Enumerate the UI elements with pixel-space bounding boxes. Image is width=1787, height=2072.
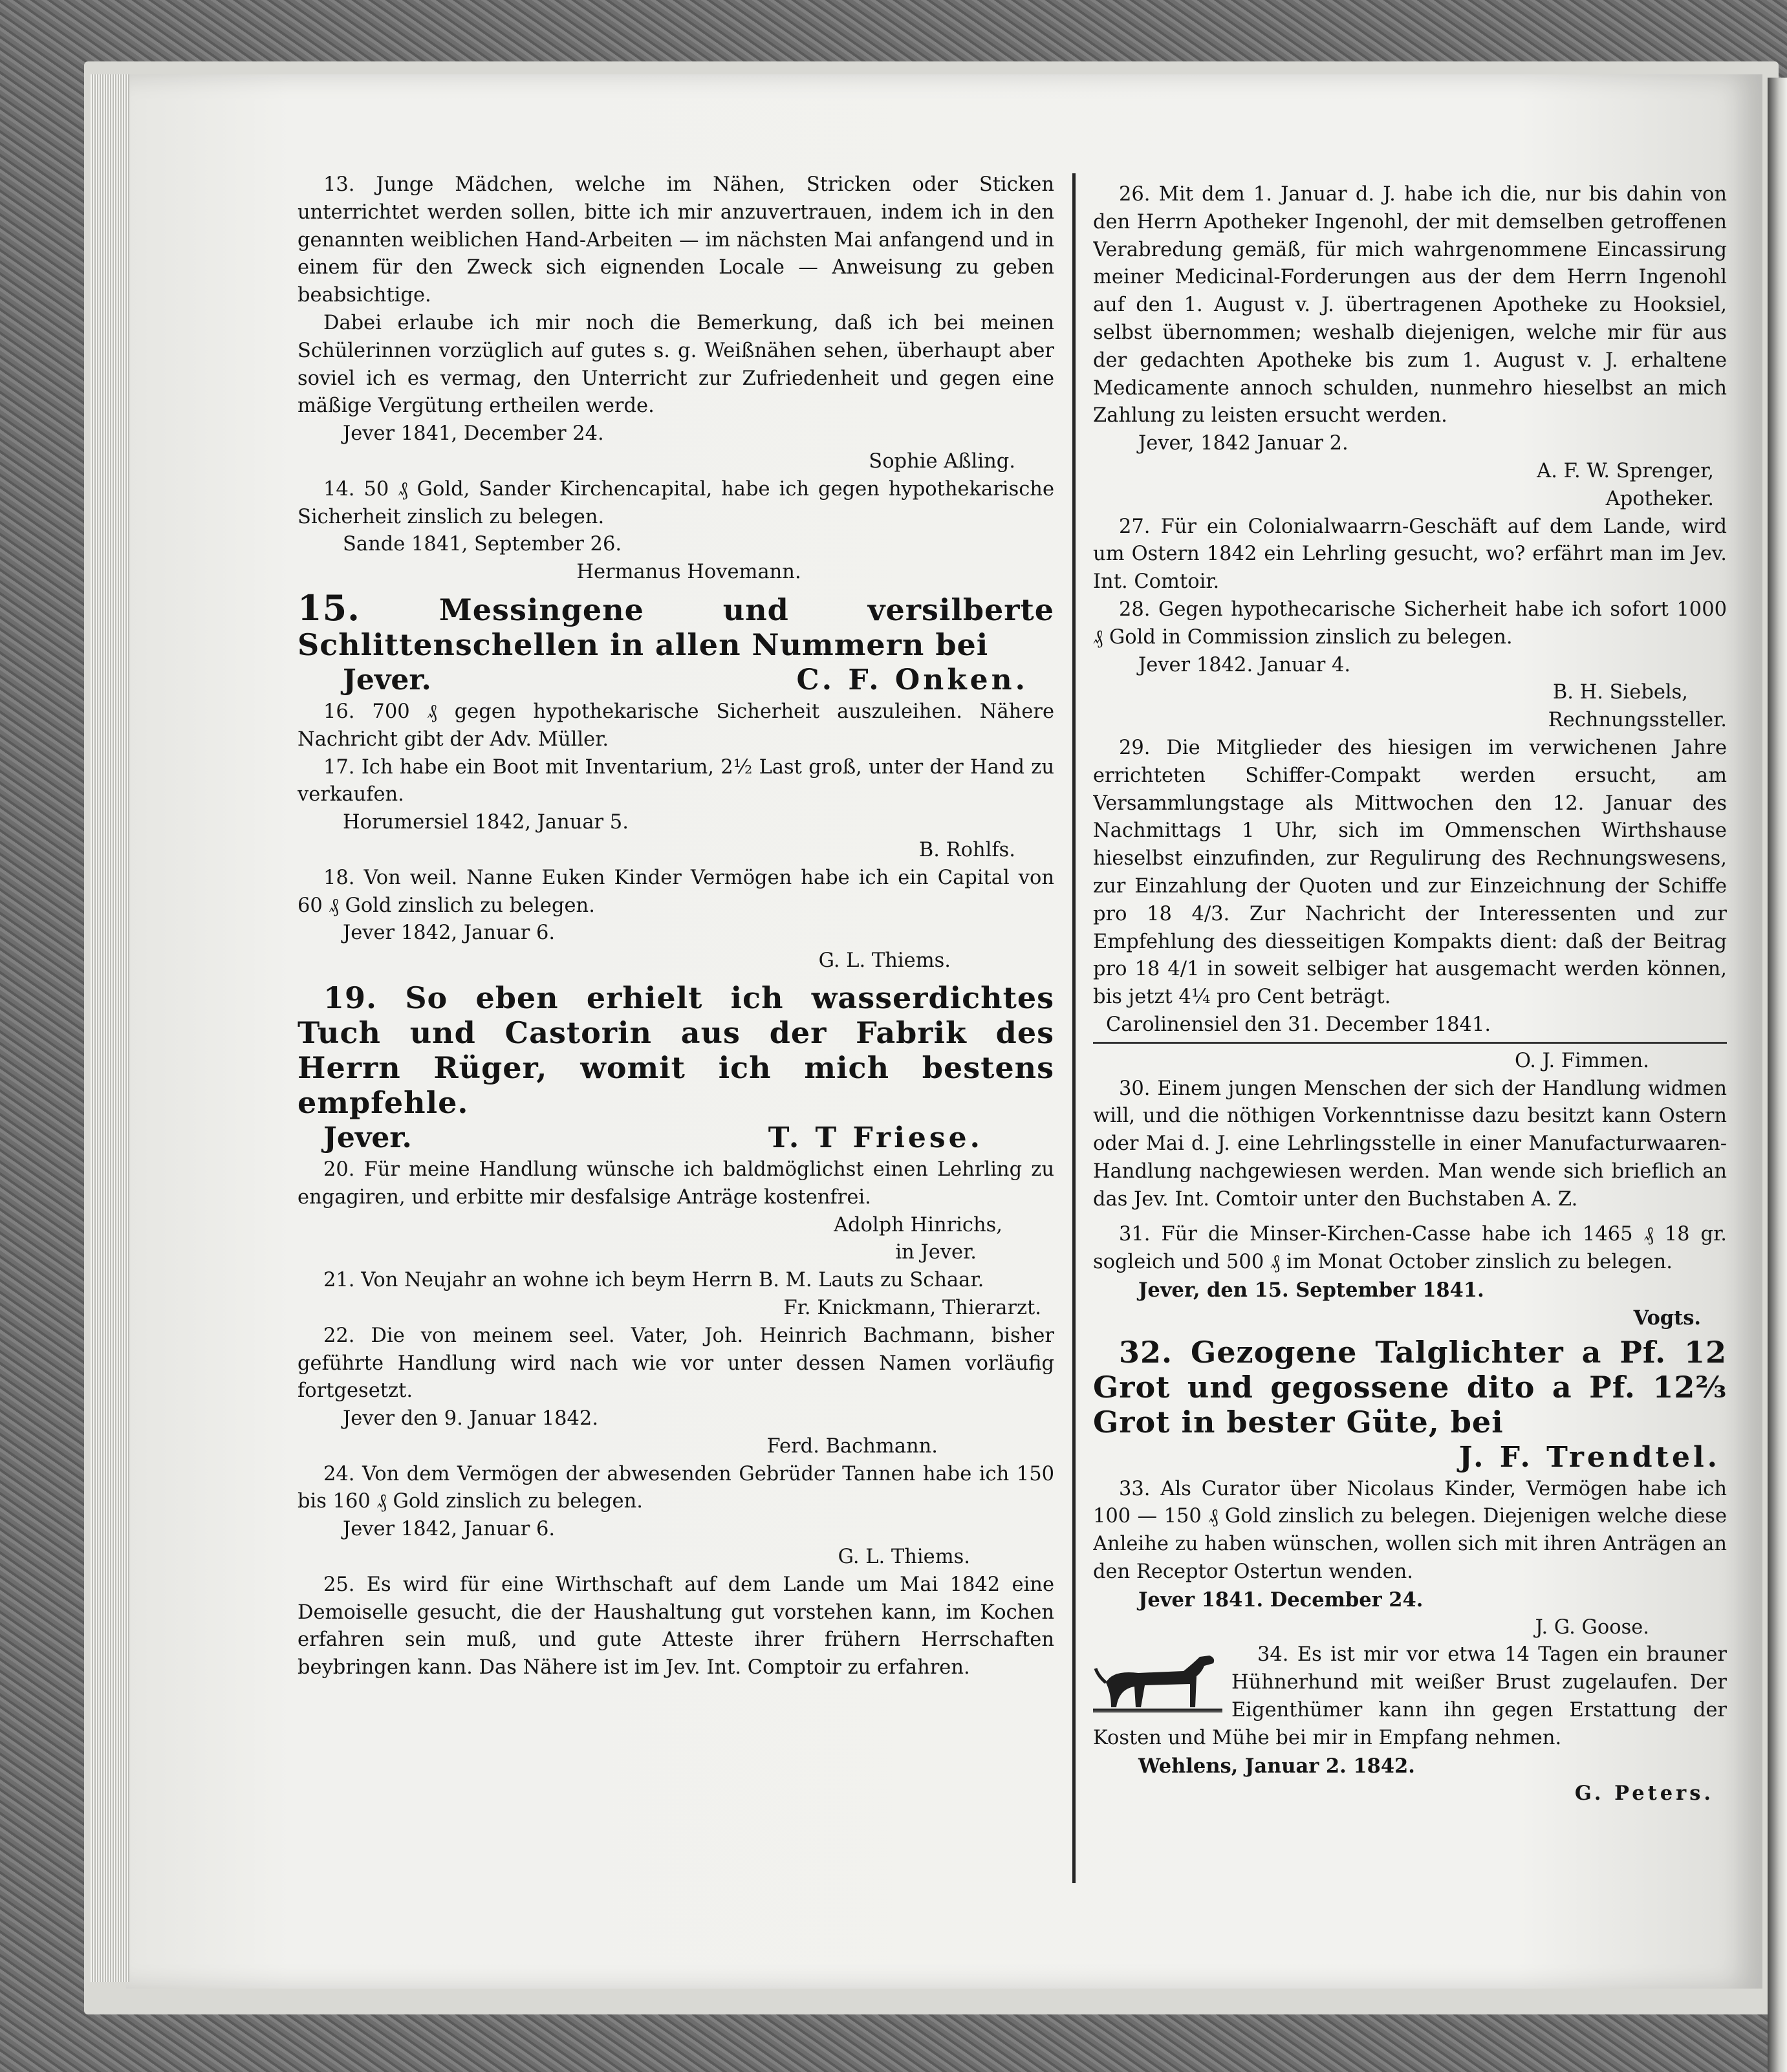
notice-text: 30. Einem jungen Menschen der sich der Handlung widmen will, und die nöthigen Vorkenntnisse dazu besitzt kann Ostern oder Mai d. J. eine Lehrlingsstelle in einer Manufacturwaaren-Handlung nachgewiesen werden. Man wende sich brieflich an das Jev. Int. Comtoir unter den Buchstaben A. Z. bbox=[1093, 1077, 1727, 1211]
notice-text: 28. Gegen hypothecarische Sicherheit habe ich sofort 1000 ₰ Gold in Commission zinslich zu belegen. bbox=[1093, 598, 1727, 649]
notice-29 bbox=[1093, 735, 1727, 1075]
notice-text: 18. Von weil. Nanne Euken Kinder Vermögen habe ich ein Capital von 60 ₰ Gold zinslich zu belegen. bbox=[298, 866, 1054, 917]
signature-title: Apotheker. bbox=[1605, 487, 1714, 510]
advert-text bbox=[1093, 1335, 1727, 1440]
left-column bbox=[298, 171, 1054, 2034]
notice-19 bbox=[298, 980, 1054, 1156]
place-date: Jever den 9. Januar 1842. bbox=[343, 1407, 599, 1430]
notice-text: 21. Von Neujahr an wohne ich beym Herrn B. M. Lauts zu Schaar. bbox=[323, 1269, 984, 1292]
signature: G. L. Thiems. bbox=[818, 949, 951, 973]
notice-26 bbox=[1093, 181, 1727, 513]
place-date: Jever 1841, December 24. bbox=[343, 422, 604, 446]
signature-location: in Jever. bbox=[895, 1241, 977, 1264]
advert-footer bbox=[1093, 1440, 1727, 1476]
signature: G. Peters. bbox=[1574, 1782, 1714, 1806]
notice-text: 22. Die von meinem seel. Vater, Joh. Heinrich Bachmann, bisher geführte Handlung wird nach wie vor unter dessen Namen vorläufig fortgesetzt. bbox=[298, 1324, 1054, 1403]
notice-text-continued: Dabei erlaube ich mir noch die Bemerkung, daß ich bei meinen Schülerinnen vorzüglich auf gutes s. g. Weißnähen sehen, überhaupt aber soviel ich es vermag, den Unterricht zur Zufriedenheit und gegen eine mäßige Vergütung ertheilen werde. bbox=[298, 311, 1054, 418]
notice-18 bbox=[298, 865, 1054, 975]
page-fore-edge bbox=[91, 74, 129, 1982]
place-date: Jever 1841. December 24. bbox=[1138, 1588, 1424, 1612]
notice-13 bbox=[298, 171, 1054, 476]
notice-33 bbox=[1093, 1476, 1727, 1642]
signature: Fr. Knickmann, Thierarzt. bbox=[783, 1296, 1041, 1319]
place-date: Horumersiel 1842, Januar 5. bbox=[343, 811, 629, 834]
notice-15 bbox=[298, 587, 1054, 698]
place-date: Carolinensiel den 31. December 1841. bbox=[1106, 1013, 1491, 1036]
advert-body: Messingene und versilberte Schlittenschellen in allen Nummern bei bbox=[298, 592, 1054, 662]
advert-body: Gezogene Talglichter a Pf. 12 Grot und gegossene dito a Pf. 12⅔ Grot in bester Güte, bei bbox=[1093, 1334, 1727, 1440]
place-date: Jever 1842. Januar 4. bbox=[1138, 653, 1351, 676]
notice-text: 24. Von dem Vermögen der abwesenden Gebrüder Tannen habe ich 150 bis 160 ₰ Gold zinslich zu belegen. bbox=[298, 1462, 1054, 1513]
notice-14 bbox=[298, 476, 1054, 587]
signature: Hermanus Hovemann. bbox=[576, 561, 801, 584]
advert-number: 15. bbox=[298, 587, 360, 629]
signature-title: Rechnungssteller. bbox=[1548, 709, 1727, 732]
right-column bbox=[1093, 181, 1727, 2044]
place-date: Jever 1842, Januar 6. bbox=[343, 1518, 556, 1541]
notice-text: 20. Für meine Handlung wünsche ich baldmöglichst einen Lehrling zu engagiren, und erbitte mir desfalsige Anträge kostenfrei. bbox=[298, 1158, 1054, 1209]
signature: Vogts. bbox=[1633, 1306, 1701, 1330]
notice-text: 16. 700 ₰ gegen hypothekarische Sicherheit auszuleihen. Nähere Nachricht gibt der Adv. Müller. bbox=[298, 700, 1054, 751]
signature: J. G. Goose. bbox=[1535, 1615, 1649, 1639]
advert-text bbox=[298, 980, 1054, 1120]
notice-text: 14. 50 ₰ Gold, Sander Kirchencapital, habe ich gegen hypothekarische Sicherheit zinslich zu belegen. bbox=[298, 477, 1054, 528]
notice-20 bbox=[298, 1156, 1054, 1267]
signature: O. J. Fimmen. bbox=[1514, 1049, 1649, 1072]
place-date: Jever 1842, Januar 6. bbox=[343, 922, 556, 945]
notice-text: 27. Für ein Colonialwaarrn-Geschäft auf dem Lande, wird um Ostern 1842 ein Lehrling gesucht, wo? erfährt man im Jev. Int. Comtoir. bbox=[1093, 515, 1727, 594]
notice-28 bbox=[1093, 596, 1727, 735]
advert-place: Jever. bbox=[343, 663, 431, 696]
notice-27 bbox=[1093, 513, 1727, 596]
place-date: Wehlens, Januar 2. 1842. bbox=[1138, 1754, 1415, 1778]
notice-text: 31. Für die Minser-Kirchen-Casse habe ich 1465 ₰ 18 gr. sogleich und 500 ₰ im Monat October zinslich zu belegen. bbox=[1093, 1223, 1727, 1274]
notice-25 bbox=[298, 1571, 1054, 1682]
notice-30 bbox=[1093, 1075, 1727, 1214]
notice-32 bbox=[1093, 1335, 1727, 1476]
dog-woodcut-icon bbox=[1093, 1644, 1222, 1721]
advert-body: So eben erhielt ich wasserdichtes Tuch und Castorin aus der Fabrik des Herrn Rüger, womit ich mich bestens empfehle. bbox=[298, 980, 1054, 1120]
notice-text: 26. Mit dem 1. Januar d. J. habe ich die, nur bis dahin von den Herrn Apotheker Ingenohl, der mit demselben getroffenen Verabredung gemäß, für mich wahrgenommene Eincassirung meiner Medicinal-Forderungen aus der dem Herrn Ingenohl auf den 1. August v. J. übertragenen Apotheke zu Hooksiel, selbst übernommen; weshalb diejenigen, welche mir für aus der gedachten Apotheke bis zum 1. August v. J. erhaltene Medicamente annoch schulden, nunmehro hieselbst an mich Zahlung zu leisten ersucht werden. bbox=[1093, 183, 1727, 427]
signature: Adolph Hinrichs, bbox=[834, 1213, 1002, 1236]
signature: G. L. Thiems. bbox=[838, 1546, 970, 1569]
advert-signature: T. T Friese. bbox=[768, 1121, 983, 1154]
notice-text: 33. Als Curator über Nicolaus Kinder, Vermögen habe ich 100 — 150 ₰ Gold zinslich zu belegen. Diejenigen welche diese Anleihe zu haben wünschen, wollen sich mit ihren Anträgen an den Receptor Ostertun wenden. bbox=[1093, 1477, 1727, 1584]
advert-number: 32. bbox=[1119, 1334, 1173, 1370]
signature: Ferd. Bachmann. bbox=[766, 1434, 938, 1458]
signature: B. H. Siebels, bbox=[1552, 681, 1688, 704]
advert-signature: J. F. Trendtel. bbox=[1458, 1440, 1720, 1474]
notice-text: 13. Junge Mädchen, welche im Nähen, Stricken oder Sticken unterrichtet werden sollen, bitte ich mir anzuvertrauen, indem ich in den genannten weiblichen Hand-Arbeiten — im nächsten Mai anfangend und in einem für den Zweck sich eignenden Locale — Anweisung zu geben beabsichtige. bbox=[298, 173, 1054, 307]
notice-21 bbox=[298, 1267, 1054, 1322]
notice-text: 34. Es ist mir vor etwa 14 Tagen ein brauner Hühnerhund mit weißer Brust zugelaufen. Der Eigenthümer kann ihn gegen Erstattung der Kosten und Mühe bei mir in Empfang nehmen. bbox=[1093, 1643, 1727, 1749]
advert-footer bbox=[298, 1120, 1054, 1156]
signature: B. Rohlfs. bbox=[918, 838, 1015, 861]
column-divider bbox=[1072, 173, 1076, 1883]
notice-22 bbox=[298, 1322, 1054, 1461]
notice-text: 25. Es wird für eine Wirthschaft auf dem Lande um Mai 1842 eine Demoiselle gesucht, die der Haushaltung gut vorstehen kann, im Kochen erfahren sein muß, und gute Atteste ihrer frühern Herrschaften beybringen kann. Das Nähere ist im Jev. Int. Comptoir zu erfahren. bbox=[298, 1573, 1054, 1679]
notice-34 bbox=[1093, 1641, 1727, 1808]
place-date: Jever, 1842 Januar 2. bbox=[1138, 432, 1348, 455]
advert-text bbox=[298, 587, 1054, 662]
notice-24 bbox=[298, 1461, 1054, 1571]
advert-signature: C. F. Onken. bbox=[796, 663, 1028, 696]
section-rule bbox=[1093, 1042, 1727, 1044]
advert-place: Jever. bbox=[323, 1121, 412, 1154]
place-date: Jever, den 15. September 1841. bbox=[1138, 1279, 1484, 1302]
facing-page-edge bbox=[1768, 78, 1787, 2072]
advert-footer bbox=[298, 662, 1054, 698]
notice-text: 29. Die Mitglieder des hiesigen im verwichenen Jahre errichteten Schiffer-Compakt werden ersucht, am Versammlungstage als Mittwochen den 12. Januar des Nachmittags 1 Uhr, sich im Ommenschen Wirthshause hieselbst einzufinden, zur Regulirung des Rechnungswesens, zur Einzahlung der Quoten und zur Einzeichnung der Schiffe pro 18 4/3. Zur Nachricht der Interessenten und zur Empfehlung des diesseitigen Kompakts dient: daß der Beitrag pro 18 4/1 in soweit selbiger hat ausgemacht werden können, bis jetzt 4¼ pro Cent beträgt. bbox=[1093, 736, 1727, 1009]
notice-16 bbox=[298, 698, 1054, 754]
notice-31 bbox=[1093, 1221, 1727, 1332]
place-date: Sande 1841, September 26. bbox=[343, 533, 622, 556]
notice-17 bbox=[298, 754, 1054, 865]
signature: Sophie Aßling. bbox=[869, 449, 1015, 473]
notice-text: 17. Ich habe ein Boot mit Inventarium, 2½ Last groß, unter der Hand zu verkaufen. bbox=[298, 755, 1054, 806]
advert-number: 19. bbox=[323, 980, 378, 1015]
signature: A. F. W. Sprenger, bbox=[1537, 459, 1714, 482]
